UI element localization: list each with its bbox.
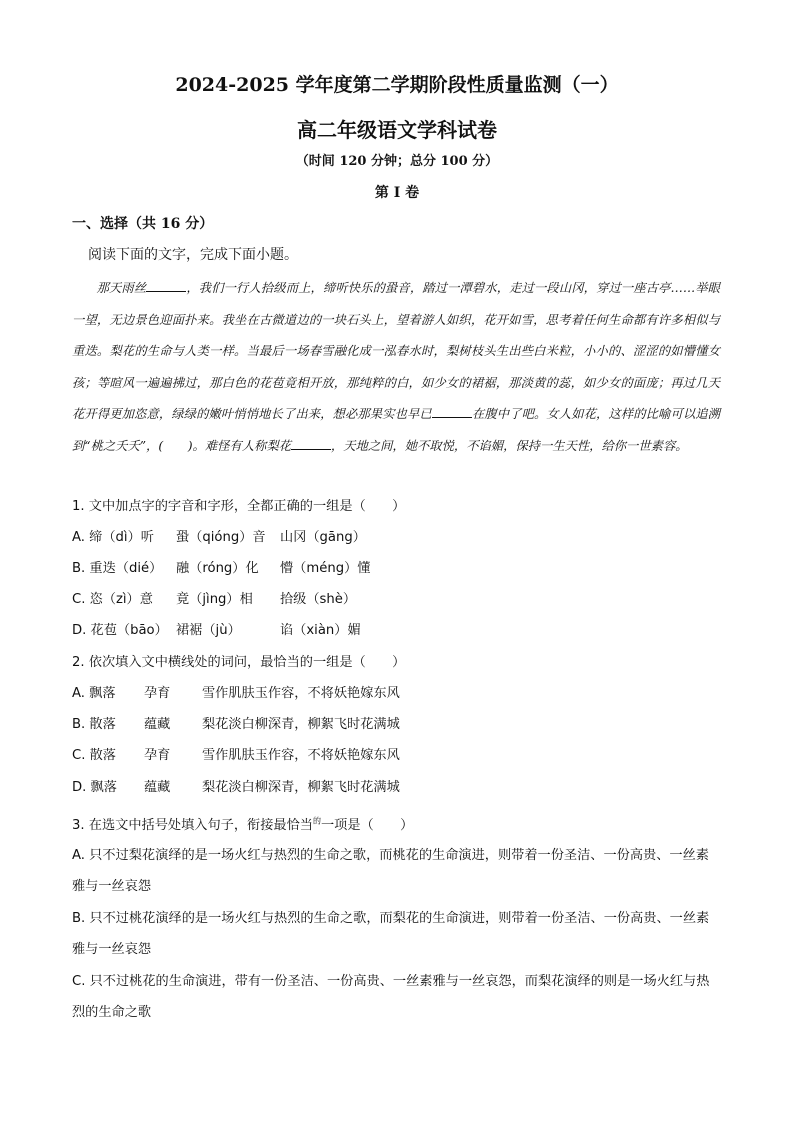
passage-seg2: ，我们一行人拾级而上，缔听快乐的蛩音，踏过一潭碧水，走过一段山冈，穿过一座古亭……举眼一望，无边景色迎面扑来。我坐在古微道边的一块石头上，望着游人如织，花开如雪，思考着任何生命都有许多相似与重迭。梨花的生命与人类一样。当最后一场春雪融化成一泓春水时，梨树枝头生出些白米粒，小小的、涩涩的如懵懂女孩；等暄风一遍遍拂过，那白色的花苞竟相开放，那纯粹的白，如少女的裙裾，那淡黄的蕊，如少女的面庞；再过几天花开得更加恣意，绿绿的嫩叶悄悄地长了出来，想必那果实也早已 — [72, 281, 720, 421]
question-1-option-b[interactable] — [72, 557, 370, 576]
section-intro: 阅读下面的文字，完成下面小题。 — [88, 247, 298, 263]
blank-3 — [291, 436, 331, 450]
question-3-stem — [72, 814, 413, 833]
option-part: A. 缔（dì）听 — [72, 530, 154, 545]
exam-subtitle: 高二年级语文学科试卷 — [297, 118, 497, 142]
question-3-option-c[interactable]: C. 只不过桃花的生命演进，带有一份圣洁、一份高贵、一丝素雅与一丝哀怨，而梨花演绎的则是一场火红与热烈的生命之歌 — [72, 974, 710, 1020]
question-3-option-a[interactable]: A. 只不过梨花演绎的是一场火红与热烈的生命之歌，而桃花的生命演进，则带着一份圣洁、一份高贵、一丝素雅与一丝哀怨 — [72, 848, 709, 894]
question-3-stem-a: 3. 在选文中括号处填入句子，衔接最恰当 — [72, 818, 313, 833]
question-1-stem: 1. 文中加点字的字音和字形，全都正确的一组是（ ） — [72, 499, 406, 514]
question-3-option-b[interactable]: B. 只不过桃花演绎的是一场火红与热烈的生命之歌，而梨花的生命演进，则带着一份圣洁、一份高贵、一丝素雅与一丝哀怨 — [72, 911, 710, 957]
question-1-option-d[interactable] — [72, 619, 361, 638]
question-2-option-a[interactable] — [72, 682, 400, 701]
option-part: D. 飘落 — [72, 780, 117, 795]
question-2-option-d[interactable] — [72, 776, 400, 795]
option-part: 梨花淡白柳深青，柳絮飞时花满城 — [202, 717, 400, 732]
section-heading: 一、选择（共 16 分） — [72, 216, 214, 232]
volume-label: 第 I 卷 — [374, 185, 420, 201]
question-2-option-b[interactable] — [72, 713, 400, 732]
question-1-option-c[interactable] — [72, 588, 356, 607]
option-part: B. 散落 — [72, 717, 116, 732]
option-part: 蕴藏 — [144, 780, 171, 795]
exam-title: 2024-2025 学年度第二学期阶段性质量监测（一） — [175, 74, 619, 96]
option-part: 蛩（qióng）音 — [176, 530, 266, 545]
option-part: 懵（méng）懂 — [280, 561, 371, 576]
option-part: 孕育 — [144, 748, 171, 763]
option-part: 雪作肌肤玉作容，不将妖艳嫁东风 — [202, 686, 400, 701]
reading-passage — [72, 273, 720, 462]
option-part: 竟（jìng）相 — [176, 592, 253, 607]
option-part: C. 散落 — [72, 748, 116, 763]
option-part: 孕育 — [144, 686, 171, 701]
question-2-option-c[interactable] — [72, 744, 400, 763]
option-part: B. 重迭（dié） — [72, 561, 163, 576]
option-part: D. 花苞（bāo） — [72, 623, 168, 638]
blank-1 — [146, 278, 186, 292]
question-2-stem: 2. 依次填入文中横线处的词问，最恰当的一组是（ ） — [72, 655, 406, 670]
option-part: C. 恣（zì）意 — [72, 592, 153, 607]
option-part: 蕴藏 — [144, 717, 171, 732]
option-part: 拾级（shè） — [280, 592, 357, 607]
passage-seg4: ，天地之间，她不取悦，不谄媚，保持一生天性，给你一世素容。 — [330, 438, 688, 453]
passage-seg1: 那天雨丝 — [96, 281, 147, 295]
question-3-stem-sup: 的 — [312, 816, 321, 826]
option-part: 梨花淡白柳深青，柳絮飞时花满城 — [202, 780, 400, 795]
option-part: 谄（xiàn）媚 — [280, 623, 361, 638]
time-note: （时间 120 分钟；总分 100 分） — [295, 154, 499, 169]
option-part: 融（róng）化 — [176, 561, 259, 576]
option-part: 雪作肌肤玉作容，不将妖艳嫁东风 — [202, 748, 400, 763]
blank-2 — [432, 404, 472, 418]
option-part: 山冈（gāng） — [280, 530, 366, 545]
option-part: A. 飘落 — [72, 686, 116, 701]
passage-seg3: 在腹中了吧。女人如花，这样的比喻可以追溯到“桃之夭夭”，( )。难怪有人称梨花 — [72, 407, 720, 453]
question-1-option-a[interactable] — [72, 526, 366, 545]
option-part: 裙裾（jù） — [176, 623, 241, 638]
question-3-stem-b: 一项是（ ） — [320, 818, 414, 833]
